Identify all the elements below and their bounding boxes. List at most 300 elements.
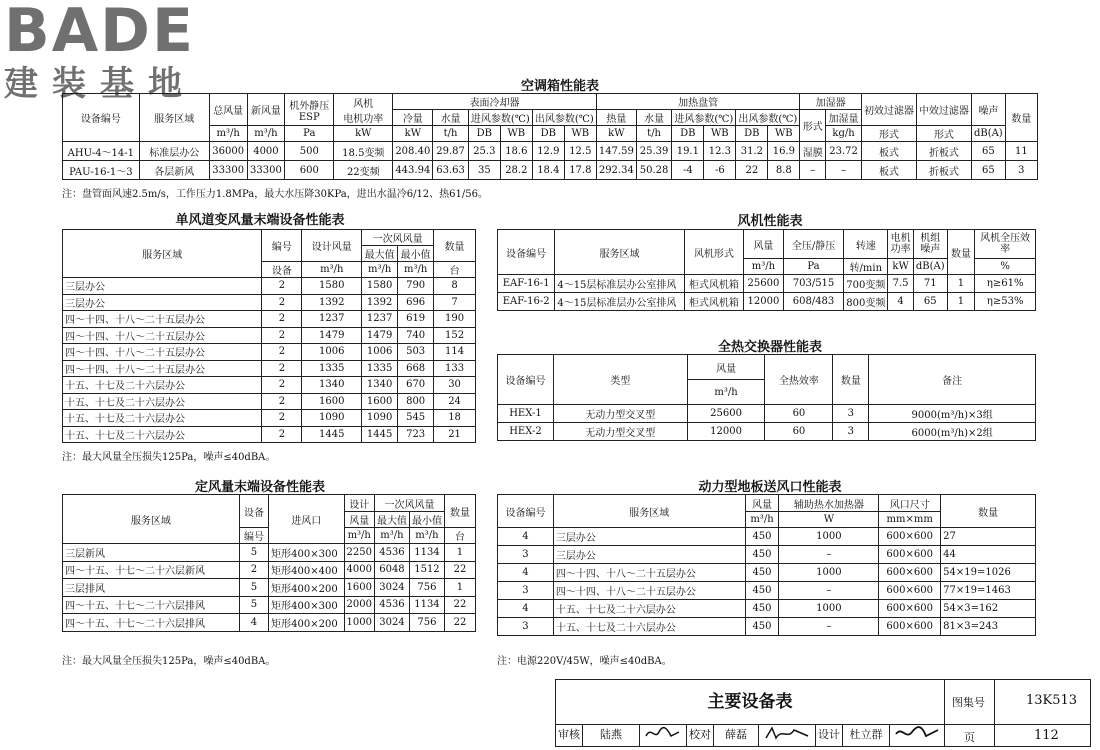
table-cell: 三层办公 [553, 528, 745, 546]
table-cell: 2 [262, 410, 302, 427]
table-cell: 756 [409, 579, 444, 597]
vav-h-min: 最小值 [398, 246, 434, 262]
table-cell: 18.5变频 [334, 142, 393, 161]
fan-u: dB(A) [913, 259, 947, 275]
table-cell: 1090 [362, 410, 398, 427]
fan-h-motor: 电机功率 [888, 230, 913, 259]
table-cell: 四～十四、十八～二十五层办公 [63, 344, 262, 361]
table-cell: 2 [262, 426, 302, 443]
table-cell: 619 [398, 311, 434, 328]
ahu-u: kg/h [826, 126, 862, 142]
table-cell: 2 [262, 278, 302, 295]
table-row [63, 393, 476, 410]
vav-title: 单风道变风量末端设备性能表 [175, 213, 345, 228]
vav-h-equip: 设备 [262, 262, 302, 278]
floor-title: 动力型地板送风口性能表 [698, 480, 842, 495]
table-cell: 65 [971, 142, 1005, 161]
table-cell: 四～十四、十八～二十五层办公 [63, 311, 262, 328]
table-cell: PAU-16-1～3 [63, 161, 140, 180]
review-label: 审核 [556, 724, 583, 746]
table-cell: 3024 [374, 614, 409, 632]
table-cell: 7 [434, 294, 476, 311]
table-cell: 71 [913, 275, 947, 293]
table-row [63, 294, 476, 311]
vav-h-area: 服务区域 [63, 230, 262, 278]
page-label: 页 [964, 731, 975, 744]
fan-h-speed: 转速 [844, 230, 888, 259]
ahu-h-fan: 风机 电机功率 [334, 94, 393, 126]
table-cell: 35 [468, 161, 500, 180]
table-cell: 600×600 [879, 528, 941, 546]
table-cell: 3 [833, 405, 869, 423]
ahu-h-esp: 机外静压 ESP [285, 94, 334, 126]
table-cell: 四～十五、十七～二十六层排风 [63, 614, 240, 632]
table-cell: 折板式 [916, 161, 971, 180]
table-cell: 133 [434, 360, 476, 377]
table-cell: 1000 [779, 600, 879, 618]
table-cell: 1090 [302, 410, 362, 427]
table-cell: 29.87 [433, 142, 469, 161]
designer-signature [890, 724, 945, 746]
table-cell: 1134 [409, 596, 444, 614]
ahu-u: WB [768, 126, 800, 142]
fan-title: 风机性能表 [737, 214, 803, 229]
table-cell: – [826, 161, 862, 180]
hex-h-eff: 全热效率 [765, 355, 833, 405]
cav-h-equip: 设备 [239, 495, 268, 528]
table-cell: 3 [1005, 161, 1037, 180]
floor-u: W [779, 512, 879, 528]
table-cell: 25600 [687, 405, 765, 423]
table-cell: 2 [262, 393, 302, 410]
table-cell: 6000(m³/h)×2组 [869, 423, 1036, 441]
table-cell: 30 [434, 377, 476, 394]
cav-h-no: 编号 [239, 528, 268, 544]
ahu-u: WB [704, 126, 736, 142]
table-cell: 3 [498, 582, 554, 600]
table-cell: 11 [1005, 142, 1037, 161]
table-cell: 450 [745, 582, 779, 600]
fan-u: Pa [783, 259, 844, 275]
table-cell: 1006 [302, 344, 362, 361]
ahu-table [62, 93, 1038, 180]
table-row [63, 426, 476, 443]
table-cell: 4 [239, 614, 268, 632]
table-row [63, 579, 476, 597]
floor-h-airflow: 风量 [745, 495, 779, 512]
ahu-u: DB [672, 126, 704, 142]
floor-u: m³/h [745, 512, 779, 528]
table-cell: 12.3 [704, 142, 736, 161]
fan-u: m³/h [744, 259, 784, 275]
ahu-h-heater: 加热盘管 [596, 94, 800, 110]
table-cell: 4 [498, 600, 554, 618]
ahu-u: kW [393, 126, 433, 142]
table-cell: 450 [745, 600, 779, 618]
table-row [63, 410, 476, 427]
table-cell: 8 [434, 278, 476, 295]
table-row [498, 423, 1036, 441]
table-cell: 545 [398, 410, 434, 427]
table-cell: 1 [444, 579, 475, 597]
ahu-u: 形式 [861, 126, 916, 142]
table-cell: 三层排风 [63, 579, 240, 597]
fan-h-eff: 风机全压效率 [975, 230, 1036, 259]
table-cell: 四～十五、十七～二十六层新风 [63, 561, 240, 579]
table-cell: 17.8 [564, 161, 596, 180]
table-row [498, 582, 1036, 600]
table-row [63, 161, 1038, 180]
table-cell: 5 [239, 544, 268, 562]
table-cell: 22 [444, 561, 475, 579]
table-cell: 28.2 [500, 161, 532, 180]
table-row [498, 405, 1036, 423]
ahu-u: dB(A) [971, 126, 1005, 142]
ahu-u: Pa [285, 126, 334, 142]
table-cell: 25.3 [468, 142, 500, 161]
table-cell: 696 [398, 294, 434, 311]
table-cell: 1600 [344, 579, 374, 597]
table-cell: 4000 [344, 561, 374, 579]
checker-name: 薛磊 [714, 724, 759, 746]
floor-note: 注：电源220V/45W，噪声≤40dBA。 [497, 656, 672, 667]
check-label: 校对 [687, 724, 714, 746]
cav-h-qty: 数量 [444, 495, 475, 528]
table-cell: 1580 [362, 278, 398, 295]
table-row [63, 278, 476, 295]
table-row [63, 614, 476, 632]
table-cell: 450 [745, 564, 779, 582]
ahu-h-heat-cap: 热量 [596, 110, 636, 126]
bade-logo [4, 0, 196, 104]
table-cell: 668 [398, 360, 434, 377]
table-cell: 4～15层标准层办公室排风 [555, 293, 684, 311]
table-cell: 600×600 [879, 618, 941, 636]
table-cell: 1580 [302, 278, 362, 295]
floor-table [497, 494, 1036, 636]
cav-h-area: 服务区域 [63, 495, 240, 544]
ahu-h-fresh: 新风量 [247, 94, 285, 126]
ahu-h-water: 水量 [433, 110, 469, 126]
cav-note: 注：最大风量全压损失125Pa，噪声≤40dBA。 [62, 656, 276, 667]
table-cell: 矩形400×400 [269, 561, 344, 579]
table-row [63, 327, 476, 344]
fan-h-airflow: 风量 [744, 230, 784, 259]
ahu-u: DB [736, 126, 768, 142]
table-row [498, 618, 1036, 636]
table-row [498, 600, 1036, 618]
table-cell: 4536 [374, 544, 409, 562]
table-cell: 1000 [779, 564, 879, 582]
drawing-name: 主要设备表 [556, 680, 945, 725]
table-cell: 147.59 [596, 142, 636, 161]
fan-u: 转/min [844, 259, 888, 275]
table-cell: 4 [498, 564, 554, 582]
table-cell: 折板式 [916, 142, 971, 161]
floor-h-id: 设备编号 [498, 495, 554, 528]
vav-h-design: 设计风量 [302, 230, 362, 262]
cav-u: m³/h [409, 528, 444, 544]
table-cell: 60 [765, 405, 833, 423]
table-cell: 81×3=243 [941, 618, 1036, 636]
table-cell: 19.1 [672, 142, 704, 161]
table-cell: 44 [941, 546, 1036, 564]
table-cell: 22 [444, 614, 475, 632]
table-cell: 1 [947, 275, 975, 293]
table-cell: 四～十四、十八～二十五层办公 [553, 582, 745, 600]
title-block [555, 679, 1091, 747]
table-cell: 标准层办公 [139, 142, 209, 161]
table-cell: 2 [262, 327, 302, 344]
table-cell: 65 [971, 161, 1005, 180]
table-cell: 50.28 [636, 161, 672, 180]
table-cell: 600×600 [879, 600, 941, 618]
ahu-h-cooler: 表面冷却器 [393, 94, 597, 110]
table-cell: 湿膜 [800, 142, 826, 161]
vav-h-no: 编号 [262, 230, 302, 262]
ahu-u: kW [596, 126, 636, 142]
table-cell: 22 [736, 161, 768, 180]
vav-u: 台 [434, 262, 476, 278]
table-cell: 3 [833, 423, 869, 441]
table-cell: 1237 [362, 311, 398, 328]
table-cell: 十五、十七及二十六层办公 [63, 377, 262, 394]
hex-table [497, 354, 1036, 441]
atlas-label: 图集号 [952, 696, 985, 709]
table-cell: 65 [913, 293, 947, 311]
table-row [63, 142, 1038, 161]
vav-table [62, 229, 476, 443]
table-cell: 600×600 [879, 582, 941, 600]
cav-u: m³/h [344, 528, 374, 544]
hex-h-remark: 备注 [869, 355, 1036, 405]
cav-u: m³/h [374, 528, 409, 544]
ahu-u: DB [468, 126, 500, 142]
table-cell: 十五、十七及二十六层办公 [63, 410, 262, 427]
table-cell: – [779, 618, 879, 636]
table-cell: 1445 [302, 426, 362, 443]
floor-h-area: 服务区域 [553, 495, 745, 528]
vav-h-max: 最大值 [362, 246, 398, 262]
table-cell: 77×19=1463 [941, 582, 1036, 600]
table-cell: 27 [941, 528, 1036, 546]
table-cell: 四～十四、十八～二十五层办公 [63, 327, 262, 344]
table-cell: – [779, 582, 879, 600]
table-cell: 三层新风 [63, 544, 240, 562]
table-cell: 矩形400×300 [269, 544, 344, 562]
table-cell: 723 [398, 426, 434, 443]
table-cell: 1512 [409, 561, 444, 579]
cav-h-min: 最小值 [409, 512, 444, 528]
vav-h-qty: 数量 [434, 230, 476, 262]
ahu-h-in2: 进风参数(℃) [672, 110, 736, 126]
table-row [63, 344, 476, 361]
table-cell: 24 [434, 393, 476, 410]
ahu-h-pre-filter: 初效过滤器 [861, 94, 916, 126]
table-cell: η≥53% [975, 293, 1036, 311]
cav-title: 定风量末端设备性能表 [194, 480, 325, 495]
hex-h-qty: 数量 [833, 355, 869, 405]
reviewer-name: 陆燕 [583, 724, 640, 746]
table-cell: 152 [434, 327, 476, 344]
fan-u: kW [888, 259, 913, 275]
table-row [63, 360, 476, 377]
table-cell: 1 [947, 293, 975, 311]
hex-u: m³/h [687, 380, 765, 405]
designer-name: 杜立群 [843, 724, 890, 746]
table-cell: 1000 [344, 614, 374, 632]
floor-u: mm×mm [879, 512, 941, 528]
table-cell: 1340 [302, 377, 362, 394]
table-cell: 608/483 [783, 293, 844, 311]
table-cell: 18.4 [532, 161, 564, 180]
ahu-u: t/h [433, 126, 469, 142]
table-cell: 三层办公 [63, 294, 262, 311]
table-cell: 12000 [687, 423, 765, 441]
table-cell: 1237 [302, 311, 362, 328]
ahu-u: t/h [636, 126, 672, 142]
cav-h-design: 设计 [344, 495, 374, 512]
table-cell: 60 [765, 423, 833, 441]
table-cell: 450 [745, 618, 779, 636]
table-cell: 十五、十七及二十六层办公 [63, 426, 262, 443]
atlas-number: 13K513 [1026, 693, 1078, 708]
ahu-h-out2: 出风参数(℃) [736, 110, 800, 126]
table-cell: 矩形400×200 [269, 614, 344, 632]
table-cell: – [779, 546, 879, 564]
table-cell: 33300 [247, 161, 285, 180]
ahu-h-cool-cap: 冷量 [393, 110, 433, 126]
table-cell: 1006 [362, 344, 398, 361]
fan-h-area: 服务区域 [555, 230, 684, 275]
table-cell: 1479 [302, 327, 362, 344]
vav-u: m³/h [302, 262, 362, 278]
vav-u: m³/h [362, 262, 398, 278]
table-cell: 54×3=162 [941, 600, 1036, 618]
fan-table [497, 229, 1036, 311]
table-cell: 四～十四、十八～二十五层办公 [63, 360, 262, 377]
ahu-h-total: 总风量 [209, 94, 247, 126]
table-cell: 443.94 [393, 161, 433, 180]
table-cell: 740 [398, 327, 434, 344]
table-cell: 矩形400×200 [269, 579, 344, 597]
table-cell: 3 [498, 618, 554, 636]
table-cell: 无动力型交叉型 [553, 405, 687, 423]
fan-u: % [975, 259, 1036, 275]
ahu-h-mid-filter: 中效过滤器 [916, 94, 971, 126]
table-cell: 500 [285, 142, 334, 161]
table-cell: 1134 [409, 544, 444, 562]
table-cell: 十五、十七及二十六层办公 [63, 393, 262, 410]
table-cell: 三层办公 [63, 278, 262, 295]
table-cell: 800 [398, 393, 434, 410]
table-cell: 板式 [861, 161, 916, 180]
table-cell: 33300 [209, 161, 247, 180]
ahu-u: m³/h [247, 126, 285, 142]
table-cell: 9000(m³/h)×3组 [869, 405, 1036, 423]
ahu-h-id: 设备编号 [63, 94, 140, 142]
table-cell: 12.5 [564, 142, 596, 161]
table-cell: 2 [262, 311, 302, 328]
table-cell: 190 [434, 311, 476, 328]
ahu-u: 形式 [916, 126, 971, 142]
table-cell: 54×19=1026 [941, 564, 1036, 582]
ahu-u: WB [564, 126, 596, 142]
table-row [498, 275, 1036, 293]
floor-h-size: 风口尺寸 [879, 495, 941, 512]
fan-h-noise: 机组噪声 [913, 230, 947, 259]
table-cell: 450 [745, 546, 779, 564]
table-cell: 23.72 [826, 142, 862, 161]
hex-h-id: 设备编号 [498, 355, 554, 405]
table-cell: -4 [672, 161, 704, 180]
table-cell: 2 [262, 344, 302, 361]
table-cell: 矩形400×300 [269, 596, 344, 614]
table-cell: 600×600 [879, 564, 941, 582]
table-cell: 4～15层标准层办公室排风 [555, 275, 684, 293]
table-cell: 600 [285, 161, 334, 180]
table-cell: 16.9 [768, 142, 800, 161]
table-cell: 板式 [861, 142, 916, 161]
page-number: 112 [1034, 728, 1059, 743]
table-cell: 3024 [374, 579, 409, 597]
table-row [63, 596, 476, 614]
table-row [63, 311, 476, 328]
table-cell: 503 [398, 344, 434, 361]
ahu-u: DB [532, 126, 564, 142]
table-cell: 2 [262, 360, 302, 377]
ahu-title: 空调箱性能表 [520, 79, 599, 94]
table-cell: 18 [434, 410, 476, 427]
table-cell: -6 [704, 161, 736, 180]
checker-signature [759, 724, 816, 746]
table-cell: 25.39 [636, 142, 672, 161]
ahu-h-qty: 数量 [1005, 94, 1037, 142]
hex-h-airflow: 风量 [687, 355, 765, 380]
vav-note: 注：最大风量全压损失125Pa，噪声≤40dBA。 [62, 452, 276, 463]
table-cell: 5 [239, 596, 268, 614]
table-cell: 600×600 [879, 546, 941, 564]
table-cell: 2250 [344, 544, 374, 562]
table-cell: 各层新风 [139, 161, 209, 180]
table-cell: 3 [498, 546, 554, 564]
cav-h-airflow: 风量 [344, 512, 374, 528]
floor-h-qty: 数量 [941, 495, 1036, 528]
table-cell: 114 [434, 344, 476, 361]
table-cell: 4536 [374, 596, 409, 614]
table-row [63, 544, 476, 562]
design-label: 设计 [816, 724, 843, 746]
table-cell: 700变频 [844, 275, 888, 293]
ahu-u: kW [334, 126, 393, 142]
logo-brand: BADE [4, 0, 195, 66]
ahu-h-in: 进风参数(℃) [468, 110, 532, 126]
fan-h-id: 设备编号 [498, 230, 555, 275]
table-cell: 1600 [362, 393, 398, 410]
table-cell: 1340 [362, 377, 398, 394]
ahu-h-out: 出风参数(℃) [532, 110, 596, 126]
table-cell: η≥61% [975, 275, 1036, 293]
table-cell: 21 [434, 426, 476, 443]
table-cell: EAF-16-1 [498, 275, 555, 293]
table-cell: 1392 [362, 294, 398, 311]
ahu-u: WB [500, 126, 532, 142]
table-row [498, 528, 1036, 546]
table-cell: 无动力型交叉型 [553, 423, 687, 441]
table-cell: 12.9 [532, 142, 564, 161]
table-cell: – [800, 161, 826, 180]
table-cell: 790 [398, 278, 434, 295]
